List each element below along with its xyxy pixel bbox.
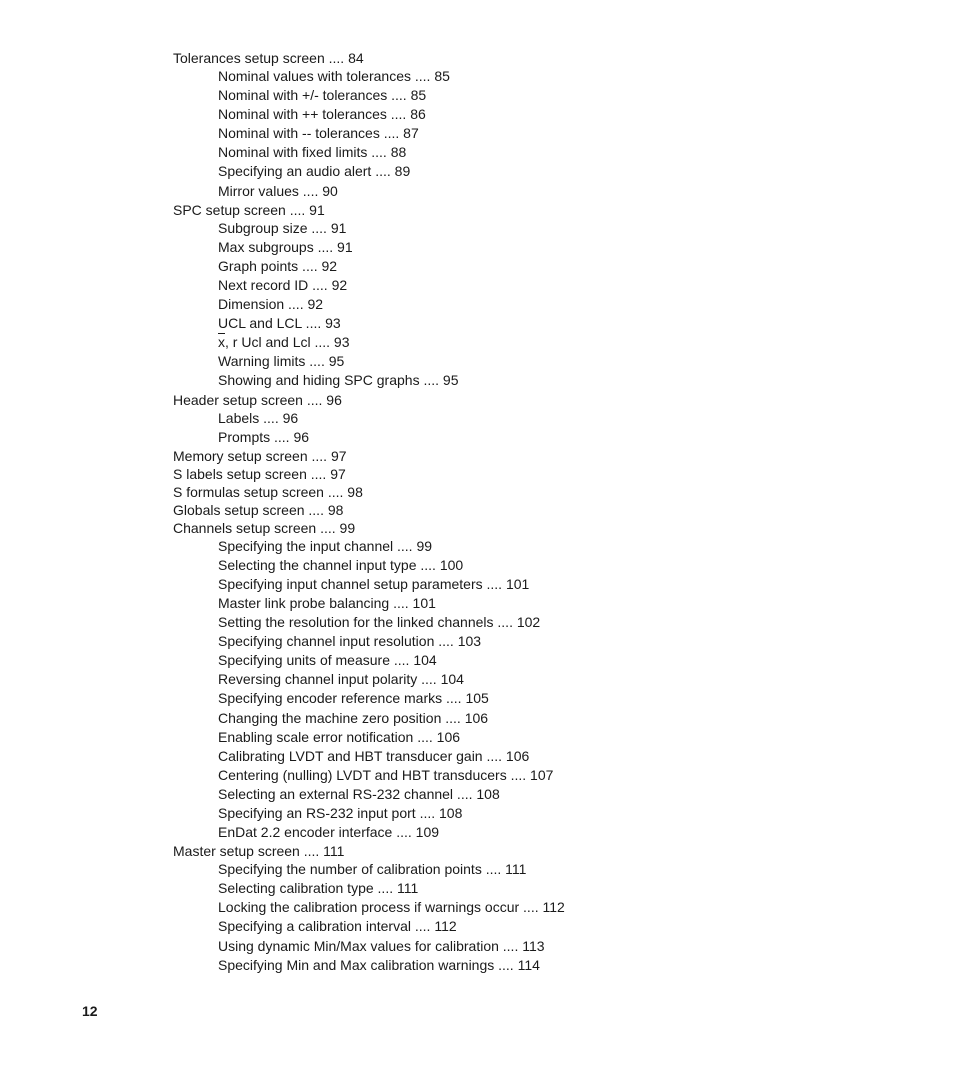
toc-entry-text: Nominal values with tolerances .... 85 bbox=[218, 68, 450, 84]
toc-subsection-entry bbox=[173, 556, 873, 575]
toc-entry-text: , r Ucl and Lcl .... 93 bbox=[225, 334, 350, 351]
toc-entry-text: Warning limits .... 95 bbox=[218, 353, 345, 370]
toc-entry-text: S formulas setup screen .... 98 bbox=[173, 483, 363, 500]
toc-subsection-entry bbox=[173, 709, 873, 728]
toc-entry-text: Specifying an audio alert .... 89 bbox=[218, 163, 411, 180]
toc-entry-text: Nominal with fixed limits .... 88 bbox=[218, 144, 407, 161]
toc-subsection-entry bbox=[173, 333, 873, 352]
toc-subsection-entry bbox=[173, 898, 873, 917]
toc-entry-text: S labels setup screen .... 97 bbox=[173, 465, 346, 482]
toc-entry-text: Centering (nulling) LVDT and HBT transducers .... 107 bbox=[218, 766, 554, 783]
toc-subsection-entry bbox=[173, 162, 873, 181]
toc-entry-text: Nominal with +/- tolerances .... 85 bbox=[218, 87, 427, 104]
toc-subsection-entry bbox=[173, 124, 873, 143]
toc-subsection-entry bbox=[173, 879, 873, 898]
toc-subsection-entry bbox=[173, 766, 873, 785]
toc-entry-text: Graph points .... 92 bbox=[218, 257, 338, 274]
toc-entry-text: Specifying the number of calibration points .... 111 bbox=[218, 861, 527, 878]
toc-subsection-entry bbox=[173, 182, 873, 201]
toc-entry-text: Specifying an RS-232 input port .... 108 bbox=[218, 805, 463, 821]
toc-entry-text: Header setup screen .... 96 bbox=[173, 391, 342, 408]
toc-subsection-entry bbox=[173, 785, 873, 804]
toc-entry-text: Enabling scale error notification .... 106 bbox=[218, 728, 461, 745]
toc-subsection-entry bbox=[173, 143, 873, 162]
toc-section-entry bbox=[173, 465, 873, 483]
x-bar-symbol: $\overline{x}$ bbox=[218, 334, 225, 351]
toc-subsection-entry bbox=[173, 860, 873, 879]
toc-entry-text: Specifying the input channel .... 99 bbox=[218, 537, 433, 554]
toc-entry-text: Nominal with -- tolerances .... 87 bbox=[218, 125, 419, 142]
toc-entry-text: Showing and hiding SPC graphs .... 95 bbox=[218, 372, 459, 389]
page-number: 12 bbox=[82, 1003, 98, 1019]
toc-subsection-entry bbox=[173, 823, 873, 842]
toc-subsection-entry bbox=[173, 105, 873, 124]
toc-subsection-entry bbox=[173, 728, 873, 747]
toc-entry-text: Changing the machine zero position .... 106 bbox=[218, 709, 489, 726]
toc-subsection-entry bbox=[173, 917, 873, 936]
toc-entry-text: EnDat 2.2 encoder interface .... 109 bbox=[218, 824, 440, 841]
toc-entry-text: Specifying input channel setup parameters .... 101 bbox=[218, 575, 530, 592]
toc-section-entry bbox=[173, 519, 873, 537]
toc-entry-text: UCL and LCL .... 93 bbox=[218, 315, 341, 332]
toc-section-entry bbox=[173, 447, 873, 465]
toc-subsection-entry bbox=[173, 238, 873, 257]
toc-subsection-entry bbox=[173, 937, 873, 956]
toc-subsection-entry bbox=[173, 276, 873, 295]
toc-subsection-entry bbox=[173, 219, 873, 238]
toc-entry-text: SPC setup screen .... 91 bbox=[173, 201, 325, 218]
toc-entry-text: Setting the resolution for the linked channels .... 102 bbox=[218, 614, 541, 631]
toc-entry-text: Calibrating LVDT and HBT transducer gain .... 106 bbox=[218, 747, 530, 764]
toc-section-entry bbox=[173, 501, 873, 519]
toc-entry-text: Labels .... 96 bbox=[218, 409, 299, 426]
toc-section-entry bbox=[173, 201, 873, 219]
toc-subsection-entry bbox=[173, 537, 873, 556]
toc-entry-text: Selecting the channel input type .... 100 bbox=[218, 556, 464, 573]
toc-subsection-entry bbox=[173, 632, 873, 651]
toc-subsection-entry bbox=[173, 651, 873, 670]
toc-subsection-entry bbox=[173, 257, 873, 276]
toc-subsection-entry bbox=[173, 575, 873, 594]
toc-subsection-entry bbox=[173, 67, 873, 86]
toc-entry-text: Using dynamic Min/Max values for calibration .... 113 bbox=[218, 937, 545, 954]
toc-entry-text: Dimension .... 92 bbox=[218, 296, 324, 313]
toc-subsection-entry bbox=[173, 670, 873, 689]
toc-entry-text: Master link probe balancing .... 101 bbox=[218, 594, 436, 611]
toc-entry-text: Selecting calibration type .... 111 bbox=[218, 880, 419, 897]
toc-subsection-entry bbox=[173, 86, 873, 105]
toc-section-entry bbox=[173, 842, 873, 860]
toc-entry-text: Specifying encoder reference marks .... 105 bbox=[218, 690, 489, 707]
toc-subsection-entry bbox=[173, 613, 873, 632]
toc-subsection-entry bbox=[173, 689, 873, 708]
toc-entry-text: Mirror values .... 90 bbox=[218, 182, 338, 199]
toc-entry-text: Reversing channel input polarity .... 104 bbox=[218, 671, 464, 688]
toc-section-entry bbox=[173, 483, 873, 501]
toc-entry-text: Tolerances setup screen .... 84 bbox=[173, 50, 364, 66]
toc-entry-text: Memory setup screen .... 97 bbox=[173, 447, 347, 464]
toc-subsection-entry bbox=[173, 314, 873, 333]
toc-entry-text: Nominal with ++ tolerances .... 86 bbox=[218, 106, 426, 123]
toc-subsection-entry bbox=[173, 352, 873, 371]
toc-entry-text: Specifying a calibration interval .... 112 bbox=[218, 918, 457, 935]
toc-entry-text: Subgroup size .... 91 bbox=[218, 219, 347, 236]
toc-section-entry bbox=[173, 391, 873, 409]
toc-entry-text: Locking the calibration process if warnings occur .... 112 bbox=[218, 899, 565, 916]
toc-entry-text: Specifying units of measure .... 104 bbox=[218, 652, 437, 669]
toc-subsection-entry bbox=[173, 409, 873, 428]
toc-entry-text: Specifying Min and Max calibration warnings .... 114 bbox=[218, 956, 540, 973]
toc-subsection-entry bbox=[173, 804, 873, 823]
toc-entry-text: Globals setup screen .... 98 bbox=[173, 501, 344, 518]
toc-entry-text: Selecting an external RS-232 channel .... 108 bbox=[218, 785, 500, 802]
toc-subsection-entry bbox=[173, 956, 873, 975]
toc-subsection-entry bbox=[173, 428, 873, 447]
toc-entry-text: Master setup screen .... 111 bbox=[173, 843, 345, 860]
toc-entry-text: Prompts .... 96 bbox=[218, 428, 310, 445]
table-of-contents bbox=[173, 49, 873, 975]
toc-subsection-entry bbox=[173, 747, 873, 766]
toc-subsection-entry bbox=[173, 371, 873, 390]
toc-entry-text: Specifying channel input resolution .... 103 bbox=[218, 633, 482, 650]
toc-section-entry bbox=[173, 49, 873, 67]
toc-entry-text: Max subgroups .... 91 bbox=[218, 238, 353, 255]
toc-subsection-entry bbox=[173, 594, 873, 613]
toc-entry-text: Next record ID .... 92 bbox=[218, 276, 348, 293]
toc-subsection-entry bbox=[173, 295, 873, 314]
toc-entry-text: Channels setup screen .... 99 bbox=[173, 519, 356, 536]
